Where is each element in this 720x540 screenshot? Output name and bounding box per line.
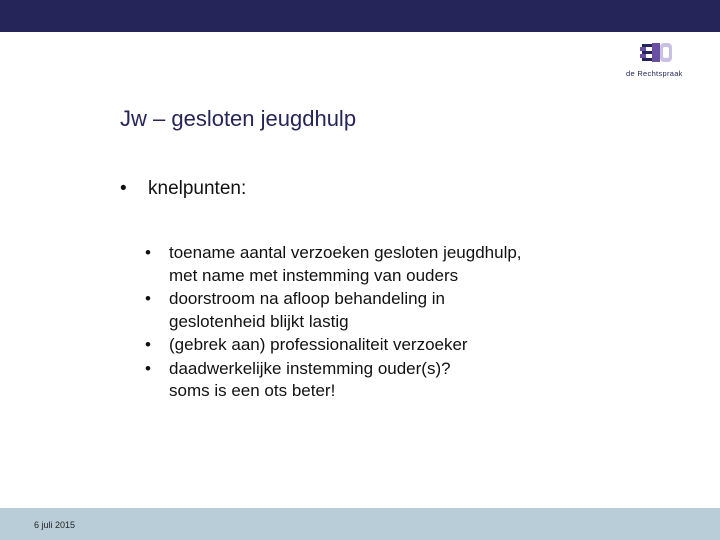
list-item-line1: toename aantal verzoeken gesloten jeugdhulp, — [169, 243, 522, 262]
slide-title: Jw – gesloten jeugdhulp — [120, 106, 357, 131]
rechtspraak-logo — [622, 42, 692, 82]
list-item — [145, 334, 615, 357]
bullet-dot: • — [120, 178, 127, 199]
logo-mark — [640, 42, 676, 68]
list-item-line1: daadwerkelijke instemming ouder(s)? — [169, 358, 451, 378]
sub-bullet-list — [145, 242, 615, 404]
bullet-dot: • — [145, 289, 151, 308]
list-item — [145, 358, 615, 403]
bullet-dot: • — [145, 243, 151, 262]
footer-date: 6 juli 2015 — [34, 520, 76, 530]
list-item — [145, 288, 615, 333]
main-bullet-text: knelpunten: — [148, 178, 247, 199]
list-item — [145, 242, 615, 287]
list-item-line2: geslotenheid blijkt lastig — [169, 311, 349, 331]
bullet-dot: • — [145, 358, 151, 378]
list-item-line2: met name met instemming van ouders — [169, 265, 459, 285]
top-bar — [0, 0, 720, 32]
logo-text: de Rechtspraak — [626, 69, 683, 78]
bottom-bar — [0, 508, 720, 540]
list-item-line2: soms is een ots beter! — [169, 381, 336, 400]
list-item-line1: doorstroom na afloop behandeling in — [169, 289, 445, 308]
bullet-dot: • — [145, 335, 151, 354]
list-item-line1: (gebrek aan) professionaliteit verzoeker — [169, 335, 468, 354]
main-bullet — [120, 178, 246, 200]
